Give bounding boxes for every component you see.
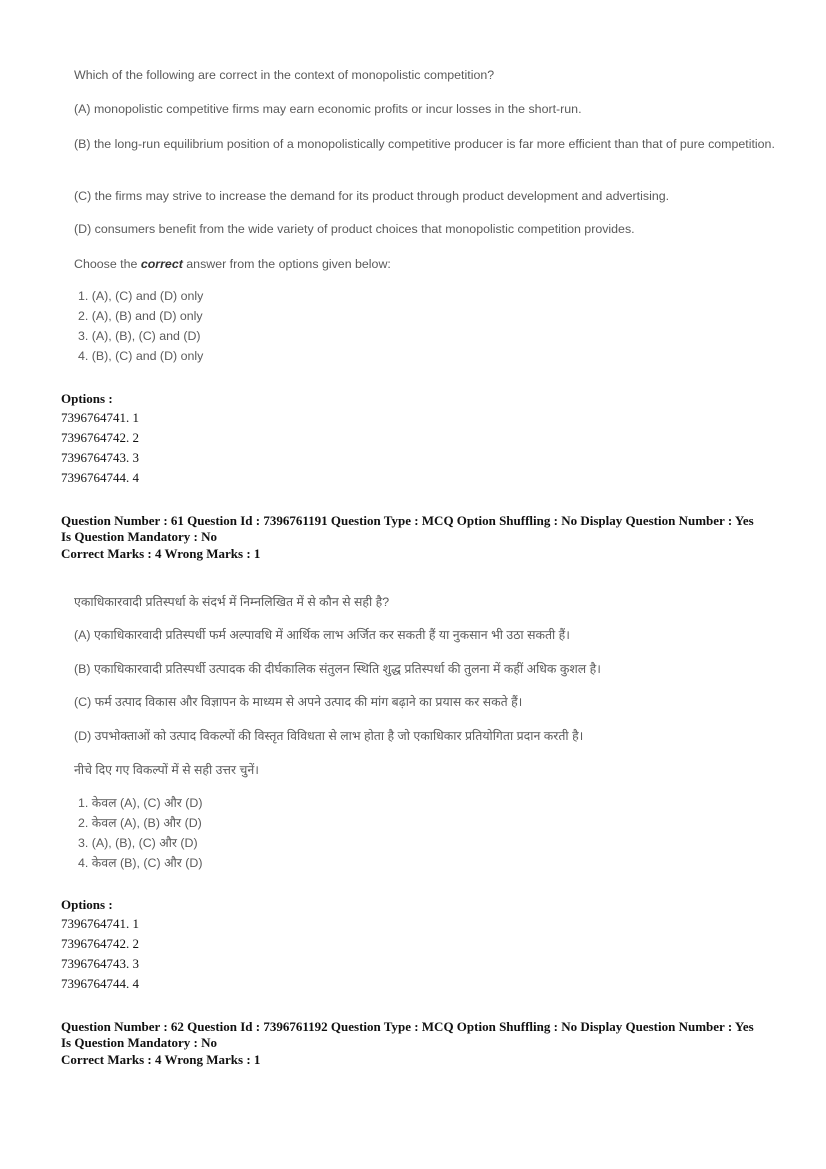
option-id-1: 7396764741. 1 <box>61 410 139 425</box>
option-id-4: 7396764744. 4 <box>61 470 139 485</box>
question-meta-line2: Is Question Mandatory : No <box>61 1035 218 1050</box>
options-label: Options : <box>61 897 113 912</box>
answer-option-3: 3. (A), (B), (C) and (D) <box>78 329 201 343</box>
question-stem-hindi: एकाधिकारवादी प्रतिस्पर्धा के संदर्भ में निम्नलिखित में से कौन से सही है? <box>74 595 390 609</box>
statement-d-hindi: (D) उपभोक्ताओं को उत्पाद विकल्पों की विस्तृत विविधता से लाभ होता है जो एकाधिकार प्रतियोगिता प्रदान करती है। <box>74 729 584 743</box>
options-label: Options : <box>61 391 113 406</box>
option-id-3: 7396764743. 3 <box>61 450 139 465</box>
answer-option-4: 4. (B), (C) and (D) only <box>78 349 204 363</box>
answer-option-4-hindi: 4. केवल (B), (C) और (D) <box>78 856 203 870</box>
statement-b-hindi: (B) एकाधिकारवादी प्रतिस्पर्धी उत्पादक की दीर्घकालिक संतुलन स्थिति शुद्ध प्रतिस्पर्धा की तुलना में कहीं अधिक कुशल है। <box>74 662 601 676</box>
choose-instruction: Choose the correct answer from the options given below: <box>74 257 391 271</box>
question-meta-marks: Correct Marks : 4 Wrong Marks : 1 <box>61 546 261 561</box>
statement-d: (D) consumers benefit from the wide variety of product choices that monopolistic competition provides. <box>74 222 635 236</box>
answer-option-2-hindi: 2. केवल (A), (B) और (D) <box>78 816 202 830</box>
choose-instruction-hindi: नीचे दिए गए विकल्पों में से सही उत्तर चुनें। <box>74 763 259 777</box>
option-id-4: 7396764744. 4 <box>61 976 139 991</box>
answer-option-1-hindi: 1. केवल (A), (C) और (D) <box>78 796 203 810</box>
question-meta-line2: Is Question Mandatory : No <box>61 529 218 544</box>
question-meta-line1: Question Number : 62 Question Id : 7396761192 Question Type : MCQ Option Shuffling : No Display Question Number : Yes <box>61 1019 754 1034</box>
statement-c: (C) the firms may strive to increase the demand for its product through product development and advertising. <box>74 189 670 203</box>
question-meta-line1: Question Number : 61 Question Id : 7396761191 Question Type : MCQ Option Shuffling : No Display Question Number : Yes <box>61 513 754 528</box>
option-id-3: 7396764743. 3 <box>61 956 139 971</box>
answer-option-1: 1. (A), (C) and (D) only <box>78 289 204 303</box>
option-id-1: 7396764741. 1 <box>61 916 139 931</box>
option-id-2: 7396764742. 2 <box>61 430 139 445</box>
statement-a-hindi: (A) एकाधिकारवादी प्रतिस्पर्धी फर्म अल्पावधि में आर्थिक लाभ अर्जित कर सकती हैं या नुकसान भी उठा सकती हैं। <box>74 628 570 642</box>
answer-option-2: 2. (A), (B) and (D) only <box>78 309 203 323</box>
statement-c-hindi: (C) फर्म उत्पाद विकास और विज्ञापन के माध्यम से अपने उत्पाद की मांग बढ़ाने का प्रयास कर सकते हैं। <box>74 695 523 709</box>
statement-a: (A) monopolistic competitive firms may earn economic profits or incur losses in the short-run. <box>74 102 582 116</box>
question-stem: Which of the following are correct in the context of monopolistic competition? <box>74 68 495 82</box>
question-meta-marks: Correct Marks : 4 Wrong Marks : 1 <box>61 1052 261 1067</box>
answer-option-3-hindi: 3. (A), (B), (C) और (D) <box>78 836 198 850</box>
statement-b: (B) the long-run equilibrium position of a monopolistically competitive producer is far more efficient than that of pure competition. <box>74 137 775 151</box>
choose-emphasis: correct <box>140 257 183 271</box>
option-id-2: 7396764742. 2 <box>61 936 139 951</box>
